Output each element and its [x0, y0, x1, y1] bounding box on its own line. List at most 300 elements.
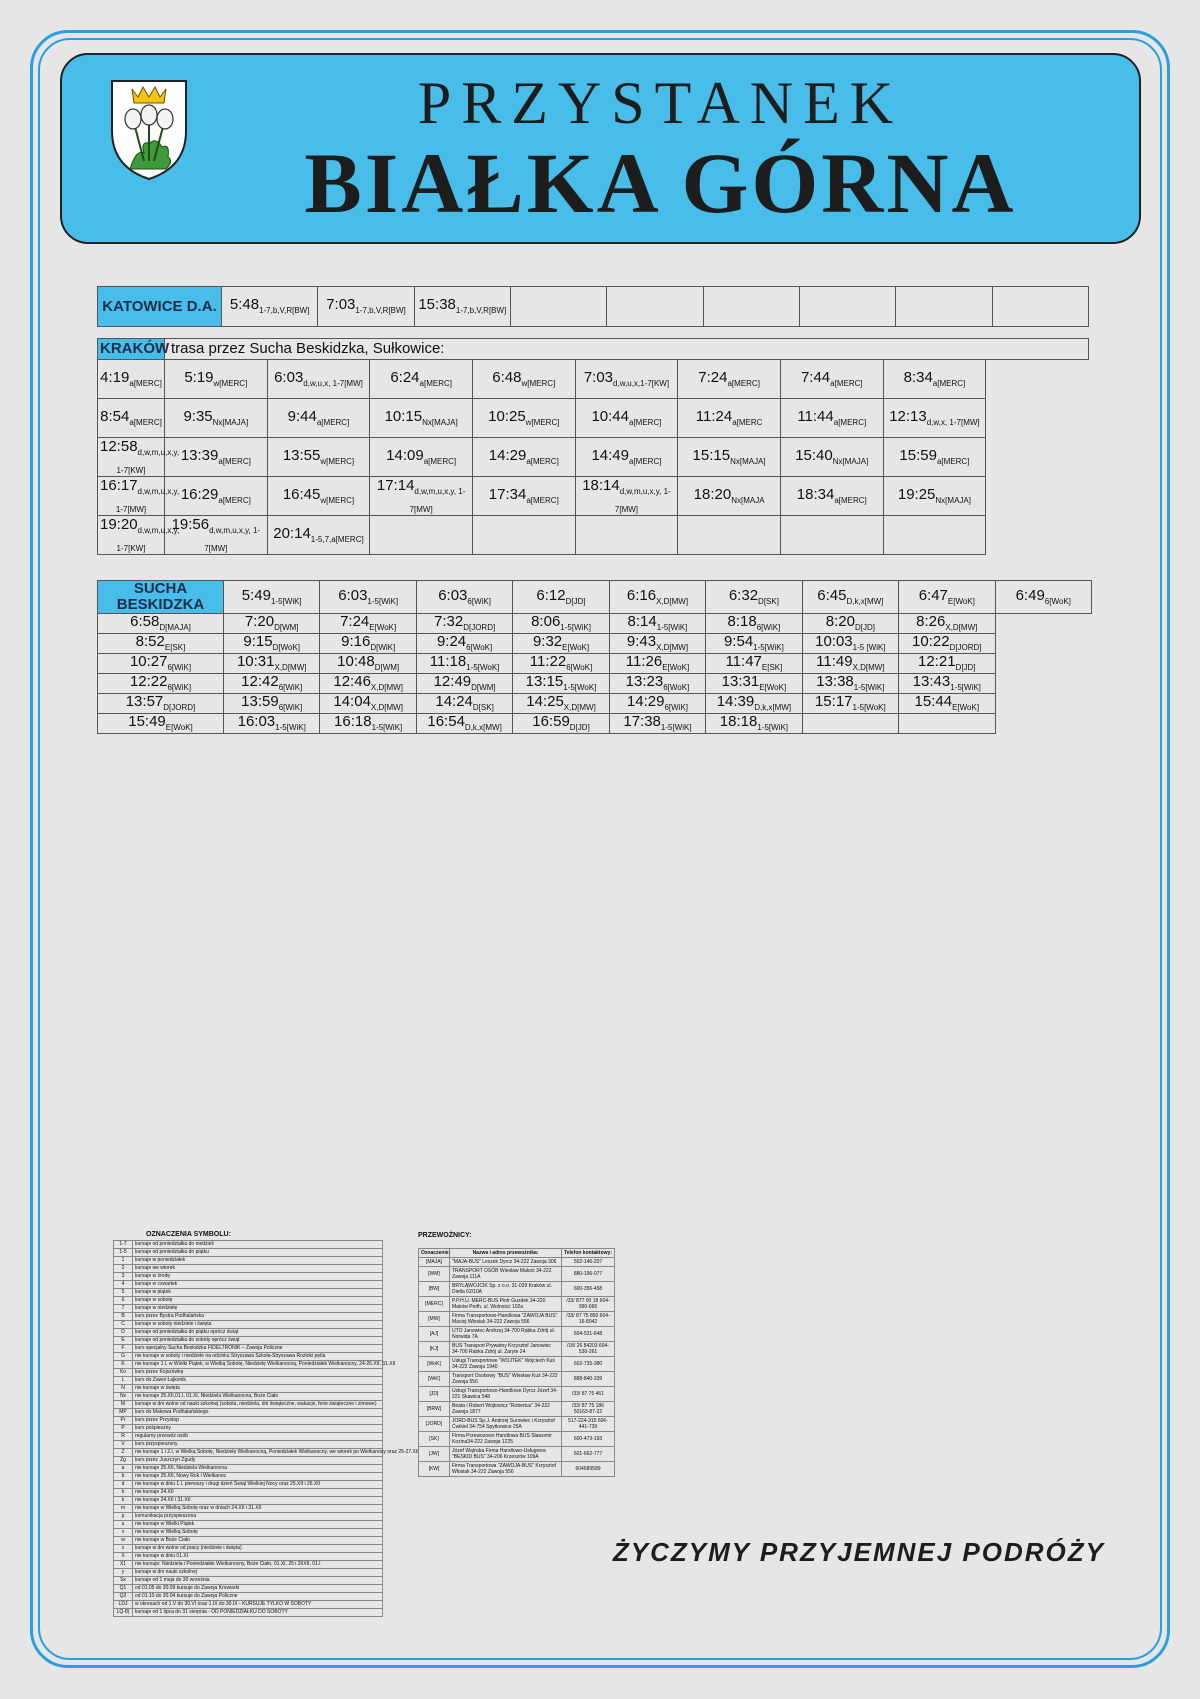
legend-symbol: x: [114, 1545, 133, 1553]
departure-time: 6:03: [338, 586, 368, 604]
legend-title: OZNACZENIA SYMBOLU:: [146, 1231, 231, 1238]
carrier-name-address: Beata i Robert Wojtowicz "Robertus" 34-222 Zawoja 1877: [450, 1402, 562, 1417]
departure-cell: [802, 673, 898, 693]
legend-row: [114, 1361, 383, 1369]
legend-symbol: R: [114, 1433, 133, 1441]
departure-time: 11:26: [625, 652, 663, 670]
departure-cell: [267, 516, 370, 555]
departure-cell: [98, 633, 224, 653]
departure-cell: [899, 613, 995, 633]
departure-time: 6:03: [438, 586, 468, 604]
departure-time: 10:48: [337, 652, 375, 670]
carrier-phone: 502-146-207: [562, 1258, 615, 1267]
departure-cell: [678, 399, 781, 438]
farewell-message: ŻYCZYMY PRZYJEMNEJ PODRÓŻY: [612, 1537, 1105, 1567]
legend-description: komunikacja przyspieszona: [133, 1513, 383, 1521]
departure-cell: [416, 613, 512, 633]
departure-cell: [703, 287, 799, 327]
departure-notes: E[SK]: [164, 642, 186, 652]
departure-time: 13:43: [912, 672, 951, 690]
carrier-phone: 600-356-458: [562, 1282, 615, 1297]
departure-notes: a[MERC]: [129, 417, 162, 427]
carrier-row: [419, 1447, 615, 1462]
departure-cell: [267, 399, 370, 438]
header-subtitle: PRZYSTANEK: [417, 70, 904, 136]
legend-description: kursuje w poniedziałek: [133, 1257, 383, 1265]
departure-time: 12:22: [129, 672, 168, 690]
legend-row: [114, 1377, 383, 1385]
departure-notes: a[MERC]: [936, 456, 970, 466]
legend-description: nie kursuje 1.I, w Wielki Piątek, w Wielką Sobotę, Niedzielę Wielkanocną, Poniedziałek Wielkanocny, 24-26.XII, 31.XII: [133, 1361, 383, 1369]
departure-notes: 1-5[WiK]: [371, 722, 403, 732]
departure-notes: 1-5[WiK]: [367, 596, 399, 606]
departure-cell: [799, 287, 895, 327]
departure-time: 11:44: [797, 407, 834, 425]
departure-notes: a[MERC]: [834, 495, 867, 505]
departure-time: 8:18: [727, 612, 757, 630]
carrier-name-address: Firma Transportowa "ZAWOJA-BUS" Krzysztof Włosiak 34-222 Zawoja 556: [450, 1462, 562, 1477]
departure-cell: [706, 693, 802, 713]
departure-notes: w[MERC]: [213, 378, 248, 388]
departure-cell: [609, 693, 705, 713]
departure-notes: 1-5[WiK]: [950, 682, 981, 692]
departure-notes: X,D[MW]: [370, 682, 403, 692]
carrier-code: [JW]: [419, 1447, 450, 1462]
departure-cell: [780, 516, 883, 555]
departure-cell: [416, 673, 512, 693]
legend-description: kursuje w dni nauki szkolnej: [133, 1569, 383, 1577]
legend-description: nie kursuje w dniu 1.I, pierwszy i drugi dzień Świąt Wielkiej Nocy oraz 25.XII i 26.XII: [133, 1481, 383, 1489]
legend-symbol: u: [114, 1521, 133, 1529]
departure-cell: [575, 399, 678, 438]
departure-time: 10:22: [912, 632, 950, 650]
departure-time: 18:34: [796, 485, 835, 503]
legend-row: [114, 1321, 383, 1329]
departure-time: 14:09: [386, 446, 424, 464]
legend-symbol: p: [114, 1513, 133, 1521]
departure-notes: D,k,x[MW]: [846, 596, 884, 606]
legend-row: [114, 1585, 383, 1593]
departure-time: 13:38: [816, 672, 854, 690]
legend-description: nie kursuje w soboty i niedziele na odcinku Stryszawa Szkoła-Stryszawa Roztoki pętla: [133, 1353, 383, 1361]
departure-time: 6:03: [274, 368, 304, 386]
departure-time: 19:20: [100, 515, 138, 533]
timetable-row: [98, 438, 1089, 477]
legend-row: [114, 1353, 383, 1361]
departure-time: 19:56: [171, 515, 210, 533]
departure-time: 13:39: [180, 446, 219, 464]
departure-notes: 1-5[WiK]: [560, 622, 591, 632]
departure-notes: Nx[MAJA]: [212, 417, 249, 427]
carrier-code: [BW]: [419, 1282, 450, 1297]
departure-time: 16:54: [427, 712, 465, 730]
legend-symbol: v: [114, 1529, 133, 1537]
legend-symbol: d: [114, 1481, 133, 1489]
departure-cell: [575, 438, 678, 477]
departure-notes: D,k,x[MW]: [754, 702, 792, 712]
departure-notes: a[MERC]: [419, 378, 452, 388]
timetable-row: [98, 581, 1092, 614]
departure-cell: [267, 438, 370, 477]
departure-time: 13:15: [525, 672, 564, 690]
carrier-name-address: JORD-BUS Sp.J. Andrzej Surowiec i Krzysztof Ćwikiel 34-754 Spytkowice 25A: [450, 1417, 562, 1432]
carrier-phone: /33/ 877 00 18 604-990-666: [562, 1297, 615, 1312]
departure-notes: 6[WiK]: [278, 702, 303, 712]
legend-description: kurs przyspieszony: [133, 1441, 383, 1449]
departure-cell: [899, 693, 995, 713]
legend-symbol: 4: [114, 1281, 133, 1289]
departure-cell: [165, 360, 268, 399]
departure-cell: [224, 693, 320, 713]
timetable-row: [98, 613, 1092, 633]
departure-notes: X,D[MW]: [274, 662, 307, 672]
departure-notes: d,w,m,u,x,y, 1-7[MW]: [614, 486, 671, 514]
departure-notes: Nx[MAJA]: [730, 456, 766, 466]
departure-time: 12:21: [918, 652, 956, 670]
carriers-title: PRZEWOŹNICY:: [418, 1232, 472, 1239]
departure-notes: a[MERC]: [629, 417, 662, 427]
legend-row: [114, 1553, 383, 1561]
departure-cell: [224, 653, 320, 673]
timetable-row: [98, 633, 1092, 653]
departure-time: 16:59: [532, 712, 570, 730]
departure-time: 18:14: [582, 476, 620, 494]
departure-cell: [98, 399, 165, 438]
departure-notes: E[WoK]: [662, 662, 690, 672]
departure-notes: D[JORD]: [163, 702, 196, 712]
departure-time: 15:38: [418, 296, 456, 314]
departure-cell: [575, 360, 678, 399]
departure-notes: D[WM]: [274, 622, 299, 632]
departure-time: 10:31: [236, 652, 275, 670]
legend-description: od 01.05 do 30.09 kursuje do Zawoja Krowiarki: [133, 1585, 383, 1593]
legend-symbol: y: [114, 1569, 133, 1577]
legend-description: kursuje od poniedziałku do soboty oprócz świąt: [133, 1337, 383, 1345]
carrier-phone: 604-531-648: [562, 1327, 615, 1342]
departure-notes: 1-5[WiK]: [270, 596, 302, 606]
departure-time: 6:48: [492, 368, 522, 386]
departure-cell: [320, 633, 416, 653]
departure-notes: w[MERC]: [525, 417, 560, 427]
carrier-name-address: Usługi Transportowo-Handlowe Dyrcz Józef 34-221 Skawica 548: [450, 1387, 562, 1402]
legend-row: [114, 1425, 383, 1433]
departure-time: 6:16: [626, 586, 657, 604]
legend-symbol: 3: [114, 1273, 133, 1281]
departure-time: 7:24: [340, 612, 370, 630]
departure-time: 11:24: [695, 407, 733, 425]
departure-notes: 6[WoK]: [566, 662, 593, 672]
timetable-row: [98, 653, 1092, 673]
departure-time: 9:24: [436, 632, 467, 650]
departure-notes: 1-5[WiK]: [660, 722, 692, 732]
departure-notes: Nx[MAJA]: [422, 417, 458, 427]
carrier-phone: 517-224-315 606-441-739: [562, 1417, 615, 1432]
departure-notes: D[MAJA]: [159, 622, 191, 632]
departure-cell: [416, 713, 512, 733]
carrier-code: [KJ]: [419, 1342, 450, 1357]
legend-description: nie kursuje 25.XII, Nowy Rok i Wielkanoc: [133, 1473, 383, 1481]
legend-description: regularny przewóz osób: [133, 1433, 383, 1441]
departure-cell: [513, 673, 609, 693]
departure-notes: a[MERC: [732, 417, 763, 427]
sucha-timetable: [97, 580, 1092, 734]
carrier-row: [419, 1372, 615, 1387]
departure-cell: [98, 437, 180, 477]
departure-notes: d,w,m,u,x,y, 1-7[MW]: [204, 525, 261, 553]
departure-time: 14:25: [526, 692, 564, 710]
departure-time: 11:49: [816, 652, 853, 670]
departure-cell: [802, 633, 898, 653]
departure-notes: 1-7,b,V,R[BW]: [259, 306, 310, 316]
legend-row: [114, 1593, 383, 1601]
legend-row: [114, 1473, 383, 1481]
legend-description: od 01.10 do 30.04 kursuje do Zawoja Policzne: [133, 1593, 383, 1601]
stop-name: BIAŁKA GÓRNA: [304, 135, 1017, 231]
legend-row: [114, 1345, 383, 1353]
departure-notes: a[MERC]: [218, 456, 251, 466]
carrier-phone: 888-840-339: [562, 1372, 615, 1387]
departure-cell: [472, 477, 575, 516]
departure-notes: D[JD]: [569, 722, 590, 732]
departure-time: 7:32: [433, 612, 464, 630]
legend-description: kurs do Zawoi Łajkonik: [133, 1377, 383, 1385]
departure-time: 13:57: [125, 692, 164, 710]
departure-time: 5:19: [184, 368, 214, 386]
departure-time: 15:15: [692, 446, 731, 464]
departure-time: 11:22: [529, 652, 567, 670]
carrier-name-address: BUS Transport Prywatny Krzysztof Janowiec 34-700 Rabka Zdrój ul. Zaryte 24: [450, 1342, 562, 1357]
timetable-row: [98, 713, 1092, 733]
departure-cell: [706, 581, 802, 614]
departure-notes: Nx[MAJA: [731, 495, 765, 505]
legend-symbol: 1-5: [114, 1249, 133, 1257]
departure-cell: [267, 477, 370, 516]
timetable-row: [98, 693, 1092, 713]
departure-time: 9:54: [723, 632, 754, 650]
carrier-code: [WiK]: [419, 1372, 450, 1387]
departure-time: 13:23: [625, 672, 664, 690]
departure-notes: 6[WiK]: [167, 662, 192, 672]
departure-cell: [513, 693, 609, 713]
departure-notes: 6[WoK]: [1044, 596, 1071, 606]
departure-time: 15:59: [899, 446, 937, 464]
legend-symbol: X: [114, 1553, 133, 1561]
legend-symbol: 5: [114, 1289, 133, 1297]
legend-description: nie kursuje 24.XII i 31.XII: [133, 1497, 383, 1505]
legend-row: [114, 1249, 383, 1257]
departure-cell: [98, 673, 224, 693]
departure-cell: [802, 693, 898, 713]
legend-description: kursuje w środę: [133, 1273, 383, 1281]
departure-notes: D,k,x[MW]: [464, 722, 502, 732]
departure-cell: [472, 516, 575, 555]
departure-notes: 1-5[WiK]: [275, 722, 306, 732]
departure-notes: X,D[MW]: [852, 662, 885, 672]
departure-cell: [609, 653, 705, 673]
departure-time: 9:44: [287, 407, 317, 425]
legend-symbol: Sx: [114, 1577, 133, 1585]
carrier-row: [419, 1357, 615, 1372]
departure-time: 5:48: [229, 296, 260, 314]
departure-cell: [370, 516, 473, 555]
legend-symbol: k: [114, 1497, 133, 1505]
departure-cell: [98, 713, 224, 733]
legend-symbol: F: [114, 1345, 133, 1353]
departure-time: 15:17: [814, 692, 853, 710]
departure-notes: 1-5[WiK]: [757, 722, 789, 732]
legend-description: nie kursuje w Wielką Sobotę oraz w dniach 24.XII i 31.XII: [133, 1505, 383, 1513]
carrier-name-address: Józef Wątroba Firma Handlowo-Usługowa "BESKID BUS" 34-206 Krzeszów 109A: [450, 1447, 562, 1462]
departure-notes: d,w,u,x, 1-7[MW]: [303, 378, 363, 388]
departure-notes: E[WoK]: [759, 682, 787, 692]
legend-symbol: 2: [114, 1265, 133, 1273]
carriers-table: [418, 1248, 615, 1477]
carrier-phone: 602-735-380: [562, 1357, 615, 1372]
departure-notes: D[JD]: [565, 596, 586, 606]
departure-notes: a[MERC]: [129, 378, 162, 388]
departure-time: 14:04: [333, 692, 371, 710]
departure-cell: [883, 438, 986, 477]
carrier-name-address: TRANSPORT OSÓB Wiesław Makoś 34-222 Zawoja 111A: [450, 1267, 562, 1282]
legend-description: nie kursuje 25.XII, Niedziela Wielkanocna: [133, 1465, 383, 1473]
legend-row: [114, 1329, 383, 1337]
legend-row: [114, 1385, 383, 1393]
carriers-header: Oznaczenie:: [419, 1249, 450, 1258]
departure-notes: 6[WoK]: [663, 682, 690, 692]
departure-cell: [370, 438, 473, 477]
legend-description: kursuje w dni wolne od pracy (niedziele i święta): [133, 1545, 383, 1553]
departure-cell: [899, 633, 995, 653]
departure-notes: a[MERC]: [833, 417, 867, 427]
departure-cell: [320, 693, 416, 713]
carrier-code: [WM]: [419, 1267, 450, 1282]
departure-notes: E[WoK]: [165, 722, 193, 732]
carrier-code: [MW]: [419, 1312, 450, 1327]
carrier-name-address: "MAJA-BUS" Leszek Dyrcz 34-222 Zawoja 306: [450, 1258, 562, 1267]
departure-cell: [802, 653, 898, 673]
legend-description: kursuje od 1 maja do 30 września: [133, 1577, 383, 1585]
departure-time: 14:24: [435, 692, 473, 710]
legend-symbol: w: [114, 1537, 133, 1545]
departure-time: 8:26: [916, 612, 946, 630]
departure-time: 6:47: [918, 586, 948, 604]
departure-cell: [575, 477, 678, 516]
departure-notes: D[JD]: [955, 662, 976, 672]
departure-cell: [899, 713, 995, 733]
carrier-row: [419, 1417, 615, 1432]
departure-cell: [472, 399, 575, 438]
departure-cell: [678, 516, 781, 555]
departure-time: 10:03: [815, 632, 853, 650]
legend-symbol: D: [114, 1329, 133, 1337]
departure-cell: [416, 581, 512, 614]
departure-cell: [513, 613, 609, 633]
departure-cell: [320, 581, 416, 614]
legend-description: nie kursuje 1 i 2.I, w Wielką Sobotę, Niedzielę Wielkanocną, Poniedziałek Wielkanocny, we wtorek po Wielkanocy oraz 25-27.XII: [133, 1449, 383, 1457]
legend-description: nie kursuje: Niedziela i Poniedziałek Wielkanocny, Boże Ciało, 01.XI, 25 i 26XII, 01.I: [133, 1561, 383, 1569]
departure-cell: [267, 360, 370, 399]
departure-time: 16:18: [334, 712, 372, 730]
legend-description: nie kursuje 25.XII,01.I, 01.XI, Niedziela Wielkanocna, Boże Ciało: [133, 1393, 383, 1401]
carriers-header: Telefon kontaktowy:: [562, 1249, 615, 1258]
legend-symbol: m: [114, 1505, 133, 1513]
departure-cell: [98, 360, 165, 399]
departure-cell: [896, 287, 992, 327]
departure-time: 9:15: [243, 632, 273, 650]
carrier-name-address: Firma Transportowo-Handlowa "ZAWOJA BUS" Maciej Włosiak 34-222 Zawoja 556: [450, 1312, 562, 1327]
departure-time: 16:45: [282, 485, 321, 503]
timetable-row: [98, 477, 1089, 516]
departure-cell: [224, 581, 320, 614]
departure-cell: [370, 477, 473, 516]
departure-time: 11:18: [429, 652, 467, 670]
legend-row: [114, 1465, 383, 1473]
departure-notes: w[MERC]: [320, 456, 355, 466]
carrier-name-address: Firma Przewozowo Handlowa BUS Sławomir Kozina34-222 Zawoja 1225: [450, 1432, 562, 1447]
departure-cell: [320, 653, 416, 673]
departure-notes: E[SK]: [761, 662, 783, 672]
departure-notes: D[JORD]: [463, 622, 496, 632]
departure-cell: [224, 673, 320, 693]
departure-time: 11:47: [725, 652, 762, 670]
carrier-name-address: Usługi Transportowe "WOJTEK" Wojciech Kuś 34-222 Zawoja 1940: [450, 1357, 562, 1372]
route-note: trasa przez Sucha Beskidzka, Sułkowice:: [165, 339, 1089, 360]
departure-time: 13:55: [282, 446, 321, 464]
departure-time: 6:24: [390, 368, 420, 386]
legend-row: [114, 1401, 383, 1409]
legend-symbol: 6: [114, 1297, 133, 1305]
departure-cell: [995, 581, 1092, 614]
legend-description: nie kursuje w Wielką Sobotę: [133, 1529, 383, 1537]
departure-notes: 6[WiK]: [664, 702, 689, 712]
carrier-row: [419, 1282, 615, 1297]
departure-cell: [165, 477, 268, 516]
departure-cell: [98, 613, 224, 633]
legend-symbol: Q1: [114, 1585, 133, 1593]
carrier-code: [JD]: [419, 1387, 450, 1402]
carrier-code: [AJ]: [419, 1327, 450, 1342]
departure-time: 12:58: [100, 437, 138, 455]
departure-time: 7:44: [800, 368, 831, 386]
carrier-phone: /18/ 26 84203 604-530-261: [562, 1342, 615, 1357]
legend-row: [114, 1281, 383, 1289]
departure-cell: [472, 360, 575, 399]
carrier-phone: 600-473-193: [562, 1432, 615, 1447]
legend-symbol: b: [114, 1473, 133, 1481]
departure-notes: D[JORD]: [949, 642, 982, 652]
legend-symbol: 1-7: [114, 1241, 133, 1249]
legend-description: kursuje w dni wolne od nauki szkolnej (sobota, niedziela, dni świąteczne, wakacje, ferie świąteczne i zimowe): [133, 1401, 383, 1409]
carrier-row: [419, 1327, 615, 1342]
departure-notes: E[WoK]: [952, 702, 980, 712]
departure-notes: 1-5[WiK]: [656, 622, 688, 632]
legend-symbol: LQ-8): [114, 1609, 133, 1617]
legend-symbol: Pr: [114, 1417, 133, 1425]
departure-cell: [318, 287, 414, 327]
carriers-header: Nazwa i adres przewoźnika:: [450, 1249, 562, 1258]
legend-row: [114, 1481, 383, 1489]
departure-time: 8:14: [627, 612, 657, 630]
departure-cell: [802, 581, 898, 614]
departure-notes: a[MERC]: [526, 456, 559, 466]
departure-notes: 1-7,b,V,R[BW]: [455, 306, 507, 316]
carrier-code: [JORD]: [419, 1417, 450, 1432]
departure-notes: w[MERC]: [320, 495, 355, 505]
legend-row: [114, 1265, 383, 1273]
departure-notes: D[WM]: [471, 682, 496, 692]
departure-cell: [780, 360, 883, 399]
carrier-code: [SK]: [419, 1432, 450, 1447]
